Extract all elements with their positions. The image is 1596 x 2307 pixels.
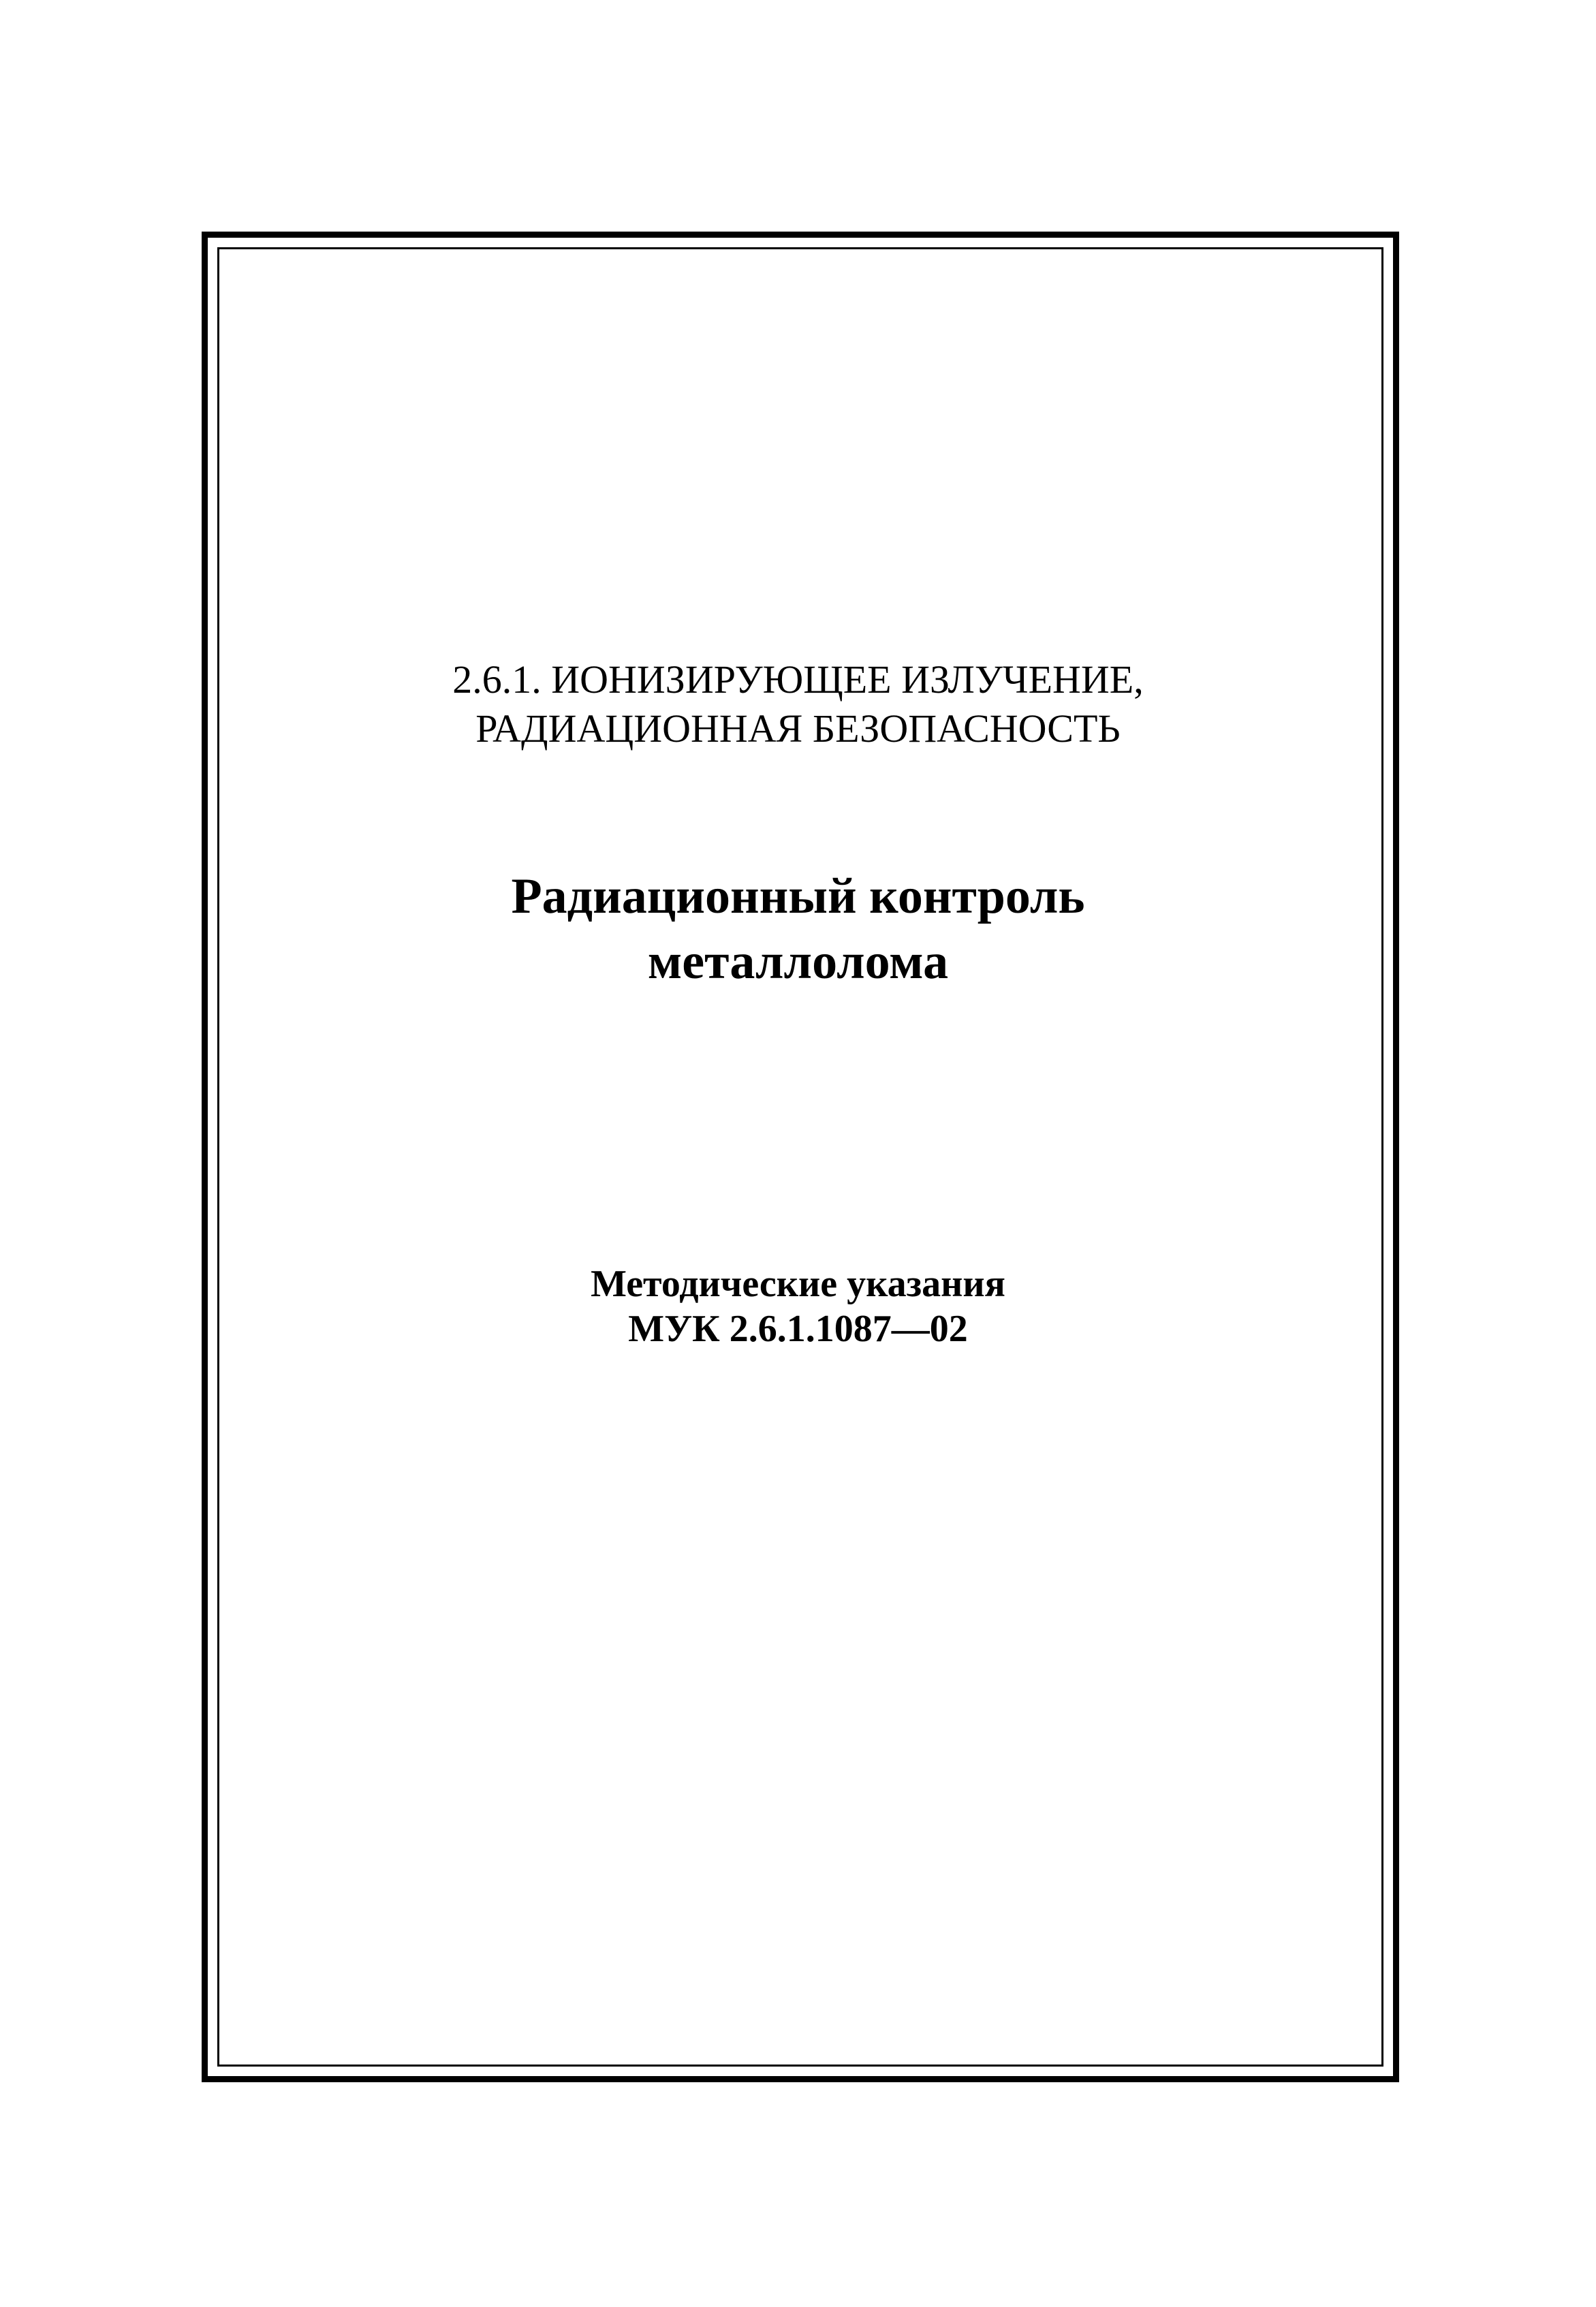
series-heading-line-1: 2.6.1. ИОНИЗИРУЮЩЕЕ ИЗЛУЧЕНИЕ, (452, 657, 1144, 702)
document-type: Методические указания (591, 1263, 1005, 1305)
document-title-line-2: металлолома (647, 934, 949, 990)
document-designation (0, 1261, 1596, 1351)
document-title (0, 864, 1596, 994)
series-heading-line-2: РАДИАЦИОННАЯ БЕЗОПАСНОСТЬ (475, 706, 1121, 751)
page-border-outer (202, 232, 1399, 2082)
page-border-inner (217, 247, 1383, 2067)
document-code: МУК 2.6.1.1087—02 (628, 1308, 968, 1350)
document-title-line-1: Радиационный контроль (511, 868, 1085, 924)
series-heading (0, 655, 1596, 753)
